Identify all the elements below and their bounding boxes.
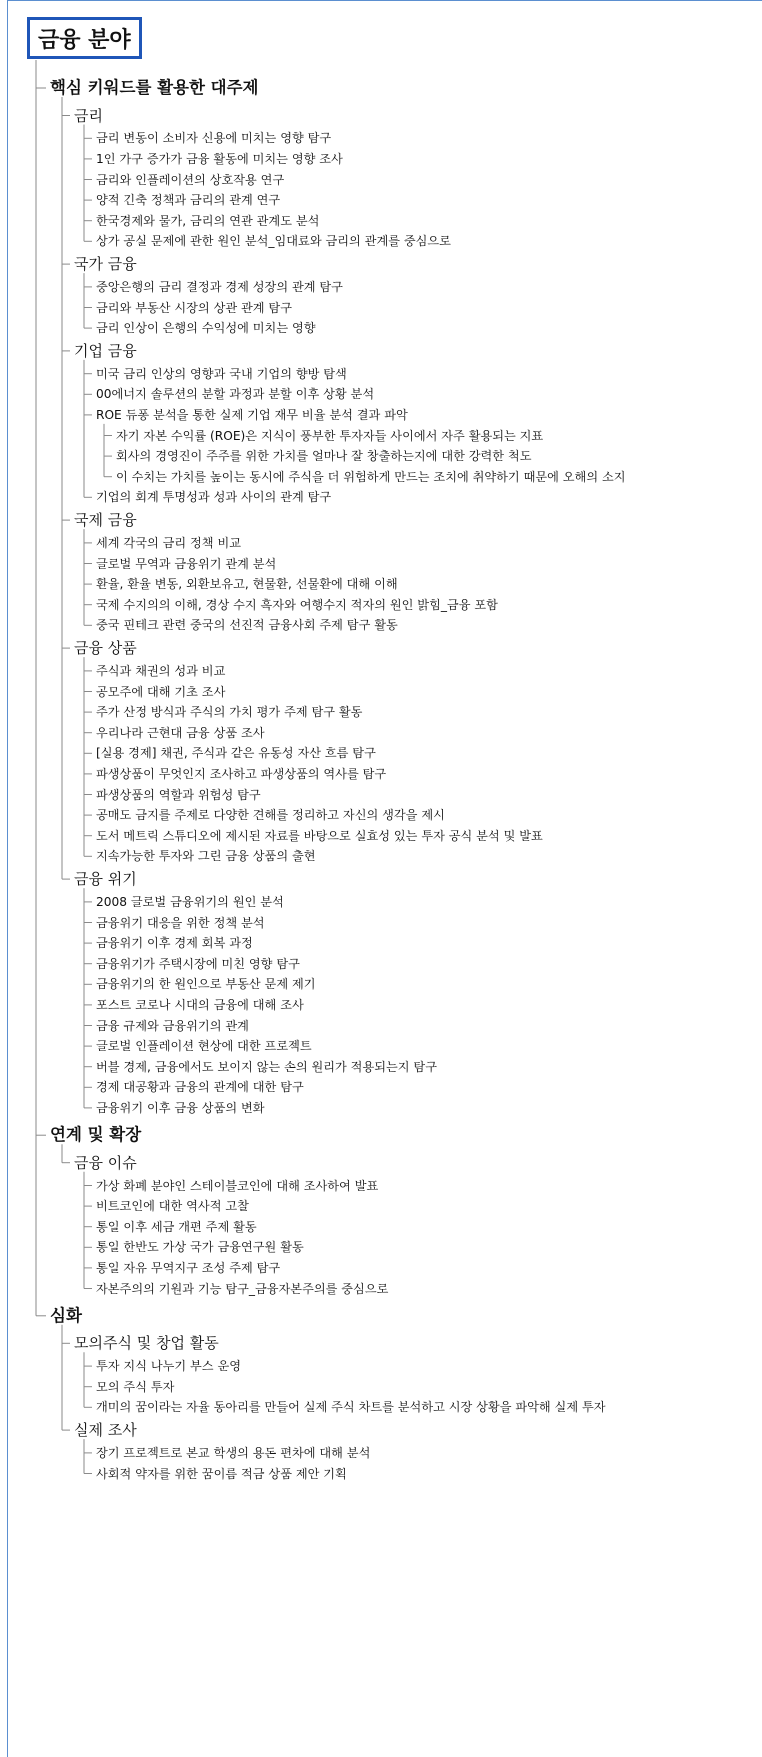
tree-node-level-3: 모의 주식 투자	[96, 1379, 175, 1394]
tree-node-level-3: 2008 글로벌 금융위기의 원인 분석	[96, 894, 284, 909]
tree-node-level-2: 모의주식 및 창업 활동	[74, 1334, 219, 1353]
tree-node-level-3: 비트코인에 대한 역사적 고찰	[96, 1199, 249, 1214]
tree-node-level-3: ROE 듀퐁 분석을 통한 실제 기업 재무 비율 분석 결과 파악	[96, 407, 408, 422]
tree-node-level-3: 기업의 회계 투명성과 성과 사이의 관계 탐구	[96, 490, 332, 505]
tree-node-level-3: 공모주에 대해 기초 조사	[96, 684, 226, 699]
tree-node-level-3: 세계 각국의 금리 정책 비교	[96, 535, 242, 550]
tree-node-level-3: 1인 가구 증가가 금융 활동에 미치는 영향 조사	[96, 151, 343, 166]
tree-node-level-3: 파생상품의 역할과 위험성 탐구	[96, 787, 261, 802]
tree-node-level-3: 자본주의의 기원과 기능 탐구_금융자본주의를 중심으로	[96, 1281, 389, 1296]
tree-node-level-1: 연계 및 확장	[50, 1125, 142, 1145]
tree-node-level-3: 개미의 꿈이라는 자율 동아리를 만들어 실제 주식 차트를 분석하고 시장 상황을 파악해 실제 투자	[96, 1400, 606, 1415]
tree-node-level-3: 사회적 약자를 위한 꿈이름 적금 상품 제안 기획	[96, 1466, 347, 1481]
tree-node-level-4: 이 수치는 가치를 높이는 동시에 주식을 더 위험하게 만드는 조치에 취약하기 때문에 오해의 소지	[116, 469, 626, 484]
tree-node-level-2: 기업 금융	[74, 341, 137, 360]
tree-node-level-3: 통일 한반도 가상 국가 금융연구원 활동	[96, 1240, 304, 1255]
tree-node-level-1: 심화	[50, 1305, 82, 1325]
tree-node-level-3: 금리 인상이 은행의 수익성에 미치는 영향	[96, 321, 316, 336]
tree-node-level-2: 금융 상품	[74, 639, 137, 658]
tree-node-level-3: 금융위기 대응을 위한 정책 분석	[96, 915, 265, 930]
tree-node-level-3: 통일 이후 세금 개편 주제 활동	[96, 1219, 257, 1234]
tree-node-level-3: 국제 수지의의 이해, 경상 수지 흑자와 여행수지 적자의 원인 밝힘_금융 포함	[96, 597, 498, 612]
tree-node-level-2: 금융 위기	[74, 870, 137, 889]
tree-node-level-3: 도서 메트릭 스튜디오에 제시된 자료를 바탕으로 실효성 있는 투자 공식 분석 및 발표	[96, 828, 543, 843]
tree-node-level-3: 가상 화폐 분야인 스테이블코인에 대해 조사하여 발표	[96, 1178, 379, 1193]
tree-node-level-3: 투자 지식 나누기 부스 운영	[96, 1359, 242, 1374]
tree-node-level-1: 핵심 키워드를 활용한 대주제	[50, 78, 259, 97]
tree-node-level-3: [실용 경제] 채권, 주식과 같은 유동성 자산 흐름 탐구	[96, 746, 376, 761]
tree-node-level-3: 금융위기가 주택시장에 미친 영향 탐구	[96, 956, 300, 971]
tree-node-level-3: 금리 변동이 소비자 신용에 미치는 영향 탐구	[96, 131, 332, 146]
tree-node-level-3: 중국 핀테크 관련 중국의 선진적 금융사회 주제 탐구 활동	[96, 618, 398, 633]
tree-node-level-2: 금리	[74, 106, 103, 125]
tree-node-level-3: 금융 규제와 금융위기의 관계	[96, 1018, 249, 1033]
tree-node-level-3: 양적 긴축 정책과 금리의 관계 연구	[96, 193, 281, 208]
tree-node-level-3: 글로벌 무역과 금융위기 관계 분석	[96, 556, 277, 571]
root-title-text: 금융 분야	[38, 27, 131, 53]
tree-node-level-3: 주가 산정 방식과 주식의 가치 평가 주제 탐구 활동	[96, 705, 363, 720]
tree-node-level-3: 경제 대공황과 금융의 관계에 대한 탐구	[96, 1080, 304, 1095]
tree-node-level-3: 중앙은행의 금리 결정과 경제 성장의 관계 탐구	[96, 279, 343, 294]
tree-node-level-3: 금융위기 이후 경제 회복 과정	[96, 936, 253, 951]
tree-node-level-3: 한국경제와 물가, 금리의 연관 관계도 분석	[96, 213, 320, 228]
tree-node-level-3: 미국 금리 인상의 영향과 국내 기업의 향방 탐색	[96, 366, 347, 381]
tree-node-level-3: 우리나라 근현대 금융 상품 조사	[96, 725, 265, 740]
tree-node-level-3: 금리와 인플레이션의 상호작용 연구	[96, 172, 285, 187]
tree-node-level-3: 환율, 환율 변동, 외환보유고, 현물환, 선물환에 대해 이해	[96, 577, 398, 592]
tree-node-level-3: 통일 자유 무역지구 조성 주제 탐구	[96, 1260, 281, 1275]
tree-node-level-3: 장기 프로젝트로 본교 학생의 용돈 편차에 대해 분석	[96, 1445, 371, 1460]
tree-node-level-4: 회사의 경영진이 주주를 위한 가치를 얼마나 잘 창출하는지에 대한 강력한 척도	[116, 449, 532, 464]
tree-node-level-3: 지속가능한 투자와 그린 금융 상품의 출현	[96, 849, 316, 864]
tree-node-level-3: 금융위기의 한 원인으로 부동산 문제 제기	[96, 977, 316, 992]
tree-node-level-3: 00에너지 솔루션의 분할 과정과 분할 이후 상황 분석	[96, 387, 375, 402]
tree-node-level-2: 금융 이슈	[74, 1153, 137, 1172]
tree-node-level-3: 파생상품이 무엇인지 조사하고 파생상품의 역사를 탐구	[96, 766, 387, 781]
tree-node-level-3: 주식과 채권의 성과 비교	[96, 663, 226, 678]
tree-node-level-3: 상가 공실 문제에 관한 원인 분석_임대료와 금리의 관계를 중심으로	[96, 234, 451, 249]
tree-node-level-3: 금리와 부동산 시장의 상관 관계 탐구	[96, 300, 292, 315]
tree-node-level-2: 국제 금융	[74, 511, 137, 530]
tree-node-level-2: 실제 조사	[74, 1421, 137, 1440]
tree-node-level-3: 포스트 코로나 시대의 금융에 대해 조사	[96, 997, 304, 1012]
tree-node-level-3: 금융위기 이후 금융 상품의 변화	[96, 1100, 265, 1115]
tree-node-level-2: 국가 금융	[74, 255, 137, 274]
tree-node-level-3: 공매도 금지를 주제로 다양한 견해를 정리하고 자신의 생각을 제시	[96, 808, 445, 823]
tree-node-level-4: 자기 자본 수익률 (ROE)은 지식이 풍부한 투자자들 사이에서 자주 활용되는 지표	[116, 428, 544, 443]
tree-node-level-3: 버블 경제, 금융에서도 보이지 않는 손의 원리가 적용되는지 탐구	[96, 1059, 437, 1074]
tree-node-level-3: 글로벌 인플레이션 현상에 대한 프로젝트	[96, 1039, 312, 1054]
